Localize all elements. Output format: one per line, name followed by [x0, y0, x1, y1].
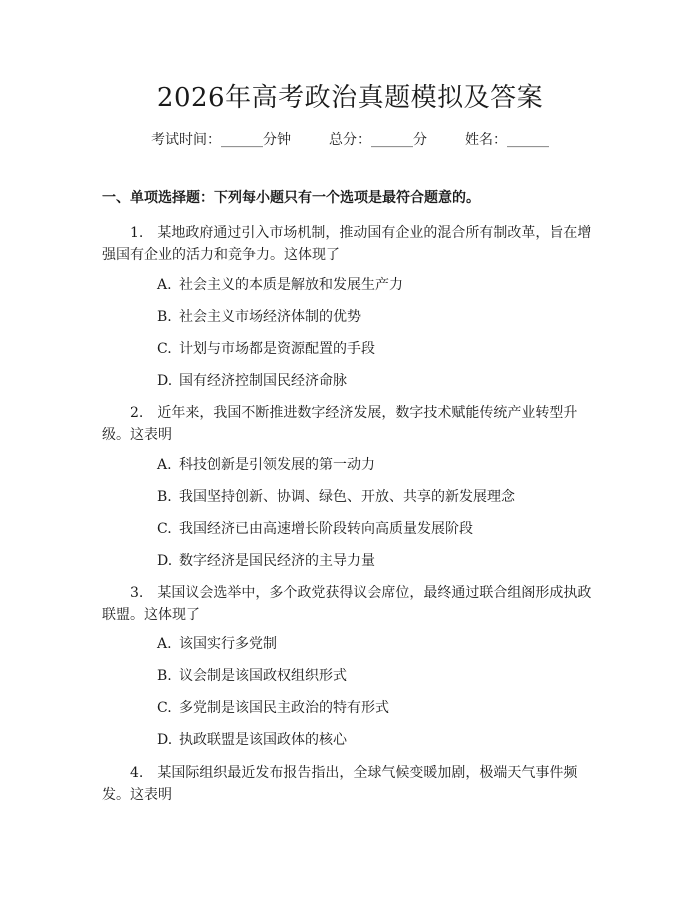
option-letter: D. [157, 553, 173, 569]
option-text: 我国经济已由高速增长阶段转向高质量发展阶段 [179, 521, 473, 537]
option-letter: C. [157, 341, 172, 357]
total-score-field: 总分：______分 [329, 132, 427, 148]
question-2-option-d [157, 551, 375, 571]
option-text: 数字经济是国民经济的主导力量 [179, 553, 375, 569]
option-letter: B. [157, 668, 172, 684]
option-letter: C. [157, 521, 172, 537]
question-stem: 近年来，我国不断推进数字经济发展，数字技术赋能传统产业转型升级。这表明 [102, 405, 578, 443]
question-1-option-c [157, 339, 375, 359]
question-3-option-c [157, 698, 389, 718]
question-stem: 某国际组织最近发布报告指出，全球气候变暖加剧，极端天气事件频发。这表明 [102, 765, 578, 803]
section-heading: 一、单项选择题：下列每小题只有一个选项是最符合题意的。 [102, 190, 480, 206]
option-text: 该国实行多党制 [179, 636, 277, 652]
question-3-option-d [157, 730, 347, 750]
option-letter: B. [157, 309, 172, 325]
option-text: 社会主义的本质是解放和发展生产力 [179, 277, 403, 293]
student-name-field: 姓名：______ [465, 132, 549, 148]
question-number: 1. [130, 225, 144, 241]
option-text: 多党制是该国民主政治的特有形式 [179, 700, 389, 716]
option-letter: A. [157, 277, 172, 293]
question-stem: 某国议会选举中，多个政党获得议会席位，最终通过联合组阁形成执政联盟。这体现了 [102, 585, 592, 623]
question-number: 4. [130, 765, 144, 781]
option-letter: D. [157, 373, 173, 389]
question-3 [102, 582, 602, 626]
option-text: 科技创新是引领发展的第一动力 [179, 457, 375, 473]
page-title: 2026年高考政治真题模拟及答案 [156, 83, 544, 113]
question-3-option-a [157, 634, 277, 654]
option-text: 计划与市场都是资源配置的手段 [179, 341, 375, 357]
option-text: 我国坚持创新、协调、绿色、开放、共享的新发展理念 [179, 489, 515, 505]
question-stem: 某地政府通过引入市场机制，推动国有企业的混合所有制改革，旨在增强国有企业的活力和竞争力。这体现了 [102, 225, 592, 263]
question-1-option-d [157, 371, 347, 391]
exam-time-field: 考试时间：______分钟 [151, 132, 291, 148]
question-1-option-a [157, 275, 403, 295]
option-letter: A. [157, 636, 172, 652]
question-2-option-a [157, 455, 375, 475]
option-letter: C. [157, 700, 172, 716]
option-text: 国有经济控制国民经济命脉 [179, 373, 347, 389]
question-1 [102, 222, 602, 266]
question-2-option-b [157, 487, 515, 507]
question-2-option-c [157, 519, 473, 539]
option-text: 执政联盟是该国政体的核心 [179, 732, 347, 748]
question-3-option-b [157, 666, 347, 686]
option-text: 社会主义市场经济体制的优势 [179, 309, 361, 325]
question-1-option-b [157, 307, 361, 327]
exam-meta [0, 130, 700, 150]
option-text: 议会制是该国政权组织形式 [179, 668, 347, 684]
option-letter: D. [157, 732, 173, 748]
question-number: 3. [130, 585, 144, 601]
option-letter: B. [157, 489, 172, 505]
question-4 [102, 762, 602, 806]
option-letter: A. [157, 457, 172, 473]
question-number: 2. [130, 405, 144, 421]
question-2 [102, 402, 602, 446]
